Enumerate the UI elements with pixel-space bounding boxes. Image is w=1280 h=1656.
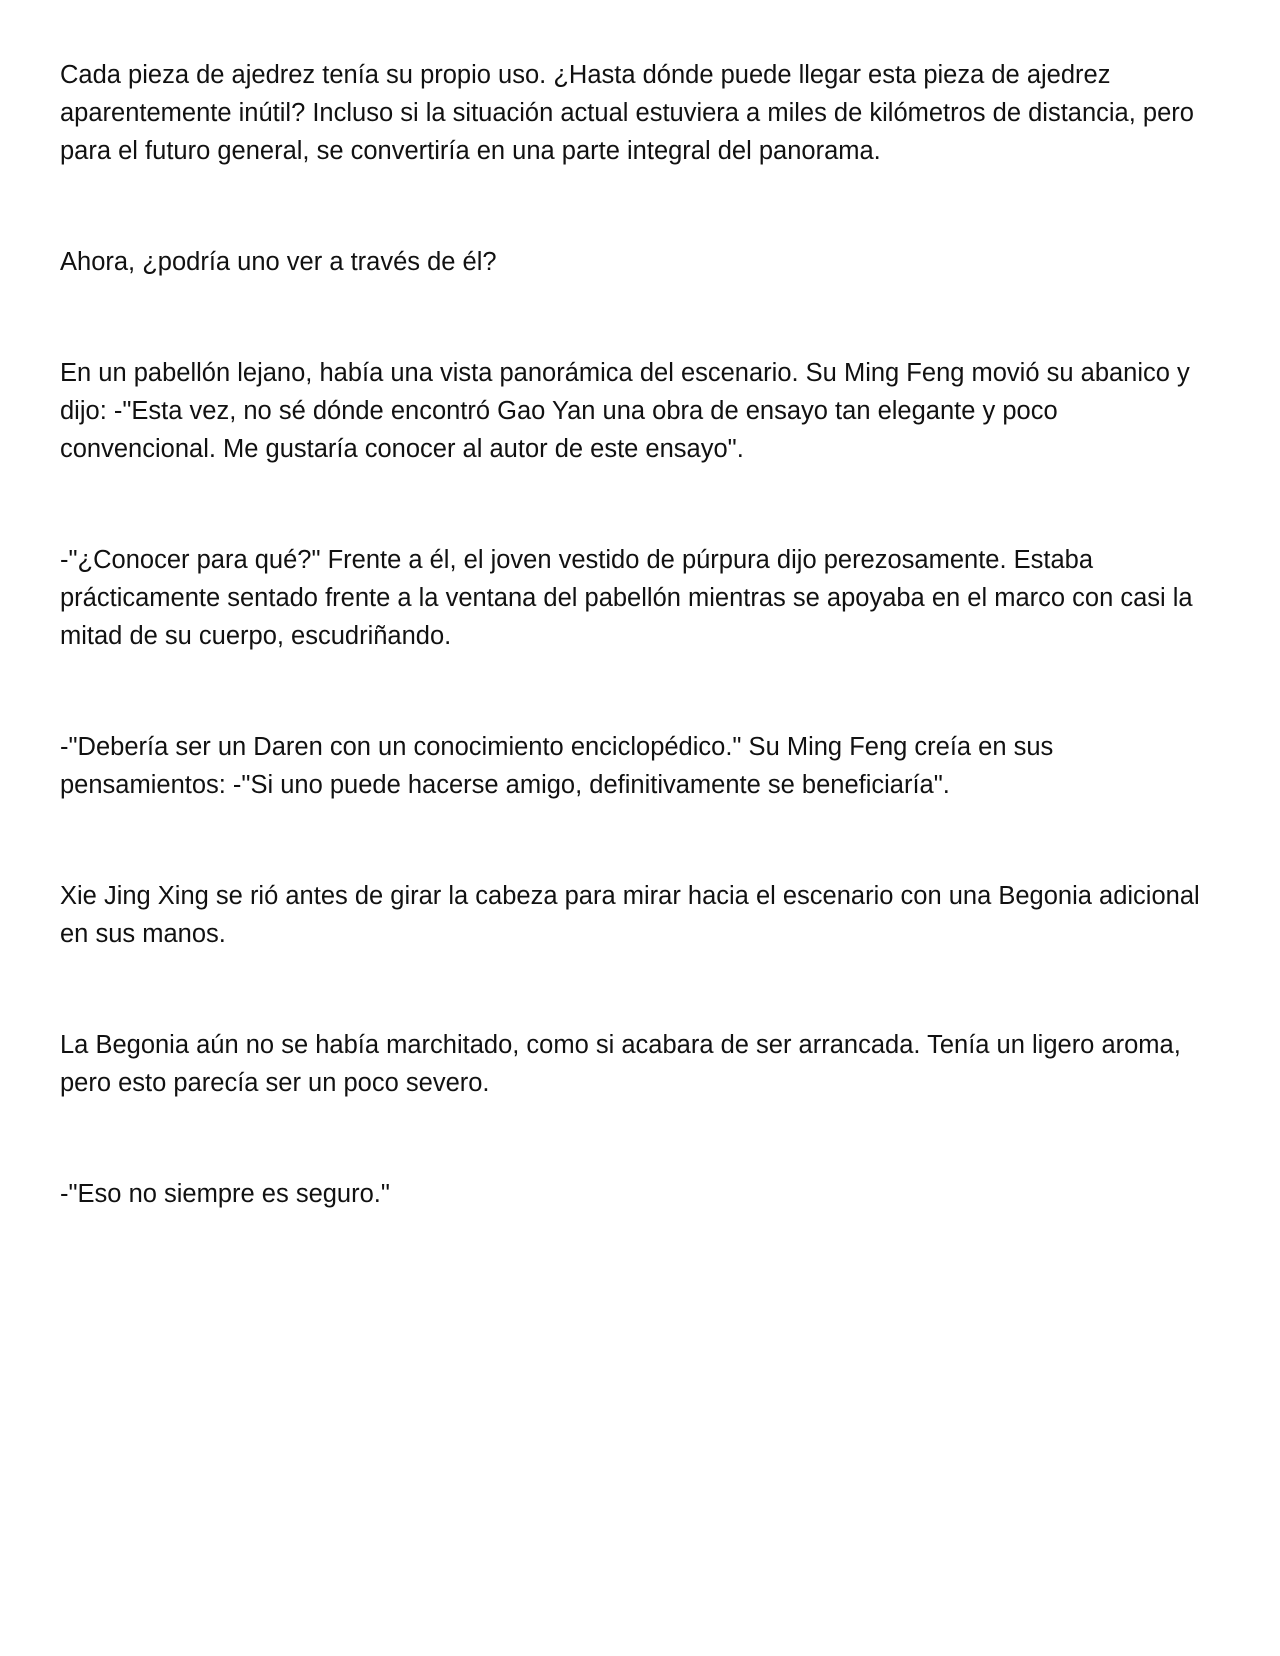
paragraph-see-through: Ahora, ¿podría uno ver a través de él? [60,248,497,276]
paragraph-xie-jing-xing: Xie Jing Xing se rió antes de girar la cabeza para mirar hacia el escenario con una Begonia adicional en sus manos. [60,882,1200,948]
paragraph-chess-piece: Cada pieza de ajedrez tenía su propio uso. ¿Hasta dónde puede llegar esta pieza de ajedrez aparentemente inútil? Incluso si la situación actual estuviera a miles de kilómetros de distancia, pero para el futuro general, se convertiría en una parte integral del panorama. [60,61,1194,165]
paragraph-pavilion: En un pabellón lejano, había una vista panorámica del escenario. Su Ming Feng movió su abanico y dijo: -"Esta vez, no sé dónde encontró Gao Yan una obra de ensayo tan elegante y poco convencional. Me gustaría conocer al autor de este ensayo". [60,359,1190,463]
paragraph-not-always-safe: -"Eso no siempre es seguro." [60,1180,390,1208]
paragraph-gap [60,468,1220,541]
paragraph-gap [60,281,1220,354]
paragraph-daren: -"Debería ser un Daren con un conocimiento enciclopédico." Su Ming Feng creía en sus pensamientos: -"Si uno puede hacerse amigo, definitivamente se beneficiaría". [60,733,1054,799]
paragraph-gap [60,804,1220,877]
paragraph-gap [60,1102,1220,1175]
paragraph-gap [60,655,1220,728]
paragraph-gap [60,170,1220,243]
paragraph-purple-youth: -"¿Conocer para qué?" Frente a él, el joven vestido de púrpura dijo perezosamente. Estaba prácticamente sentado frente a la ventana del pabellón mientras se apoyaba en el marco con casi la mitad de su cuerpo, escudriñando. [60,546,1193,650]
paragraph-gap [60,953,1220,1026]
paragraph-begonia: La Begonia aún no se había marchitado, como si acabara de ser arrancada. Tenía un ligero aroma, pero esto parecía ser un poco severo. [60,1031,1181,1097]
